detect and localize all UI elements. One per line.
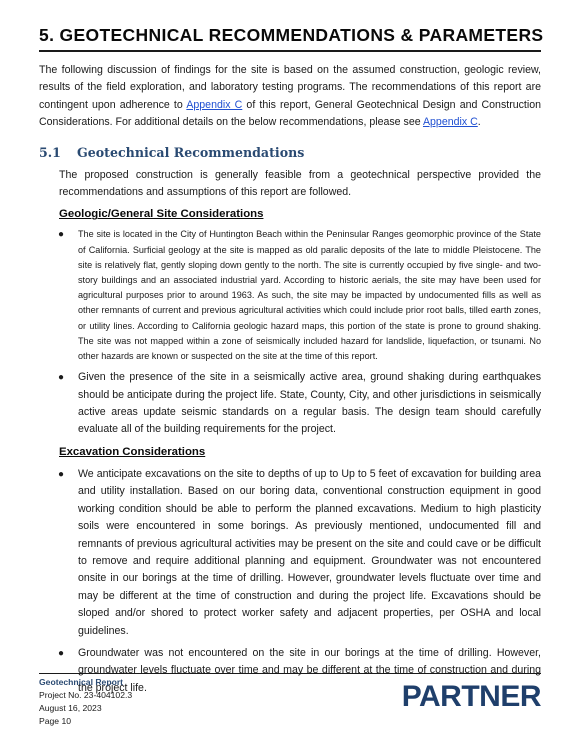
- geologic-heading: Geologic/General Site Considerations: [59, 208, 264, 221]
- footer-page-number: Page 10: [39, 716, 72, 727]
- intro-paragraph: [39, 62, 541, 132]
- bullet-icon: ●: [58, 229, 65, 241]
- bullet-icon: ●: [58, 468, 65, 480]
- page-heading: 5. GEOTECHNICAL RECOMMENDATIONS & PARAMETERS: [39, 24, 541, 52]
- page-footer: [39, 673, 541, 734]
- footer-project-number: Project No. 23-404102.3: [39, 690, 133, 701]
- list-item-text: We anticipate excavations on the site to depths of up to Up to 5 feet of excavation for building area and utility installation. Based on our boring data, conventional construction equipment in good working condition should be able to perform the planned excavations. Medium to high plasticity soils were encountered in some borings. As previously mentioned, undocumented fill and remnants of previous agricultural activities may be present on the site and could cave or be difficult to remove and require additional planning and equipment. Groundwater was not encountered onsite in our borings at the time of drilling. However, groundwater levels fluctuate over time and may be different at the time of construction and during the project life. Excavations should be sloped and/or shored to protect worker safety and adjacent properties, per OSHA and local guidelines.: [78, 467, 541, 637]
- bullet-icon: ●: [58, 372, 65, 384]
- excavation-heading: Excavation Considerations: [59, 445, 206, 458]
- list-item-text: Groundwater was not encountered on the site in our borings at the time of drilling. However, groundwater levels fluctuate over time and may be different at the time of construction and during the project life.: [78, 646, 541, 694]
- footer-info: [39, 676, 132, 728]
- section-paragraph: The proposed construction is generally feasible from a geotechnical perspective provided the recommendations and assumptions of this report are followed.: [59, 168, 541, 199]
- bullet-icon: ●: [58, 647, 65, 659]
- intro-text-3: .: [477, 116, 481, 129]
- list-item-text: The site is located in the City of Huntington Beach within the Peninsular Ranges geomorphic province of the State of California. Surficial geology at the site is mapped as old paralic deposits of the late to middle Pleistocene. The site is relatively flat, gently sloping down gently to the north. The site is currently occupied by five single- and two-story buildings and an associated industrial yard. According to historic aerials, the site may have been used for agricultural purposes prior to around 1963. As such, the site may be impacted by undocumented fills as well as other remnants of current and previous agricultural activities which could include prior root balls, tilled earth zones, or utility lines. According to California geologic hazard maps, this portion of the state is prone to ground shaking. The site was not mapped within a zone of seismically included hazard for landslide, liquefaction, or tsunami. No other hazards are known or suspected on the site at the time of this report.: [78, 229, 541, 362]
- intro-text-1: The following discussion of findings for the site is based on the assumed construction, geologic review, results of the field exploration, and laboratory testing programs. The recommendations of this report are contingent upon adherence to: [39, 64, 541, 111]
- section-heading: [39, 145, 541, 161]
- section-number: 5.1: [39, 144, 61, 160]
- report-page: [39, 24, 544, 697]
- footer-date: August 16, 2023: [39, 703, 102, 714]
- appendix-c-link-2[interactable]: Appendix C: [422, 116, 478, 129]
- list-item: [58, 369, 541, 439]
- intro-text-2: of this report, General Geotechnical Design and Construction Considerations. For additional details on the below recommendations, please see: [39, 98, 541, 129]
- footer-report-title: Geotechnical Report: [39, 677, 124, 687]
- partner-logo: PARTNER: [401, 680, 541, 713]
- geologic-list: [39, 227, 541, 438]
- list-item: [58, 466, 541, 640]
- section-title: Geotechnical Recommendations: [77, 144, 305, 160]
- appendix-c-link-1[interactable]: Appendix C: [186, 98, 243, 111]
- list-item-text: Given the presence of the site in a seismically active area, ground shaking during earthquakes should be anticipate during the project life. State, County, City, and other jurisdictions in seismically active areas update seismic standards on a regular basis. The design team should carefully evaluate all of the building requirements for the project.: [78, 371, 541, 436]
- list-item: [58, 227, 541, 364]
- excavation-list: [39, 466, 541, 697]
